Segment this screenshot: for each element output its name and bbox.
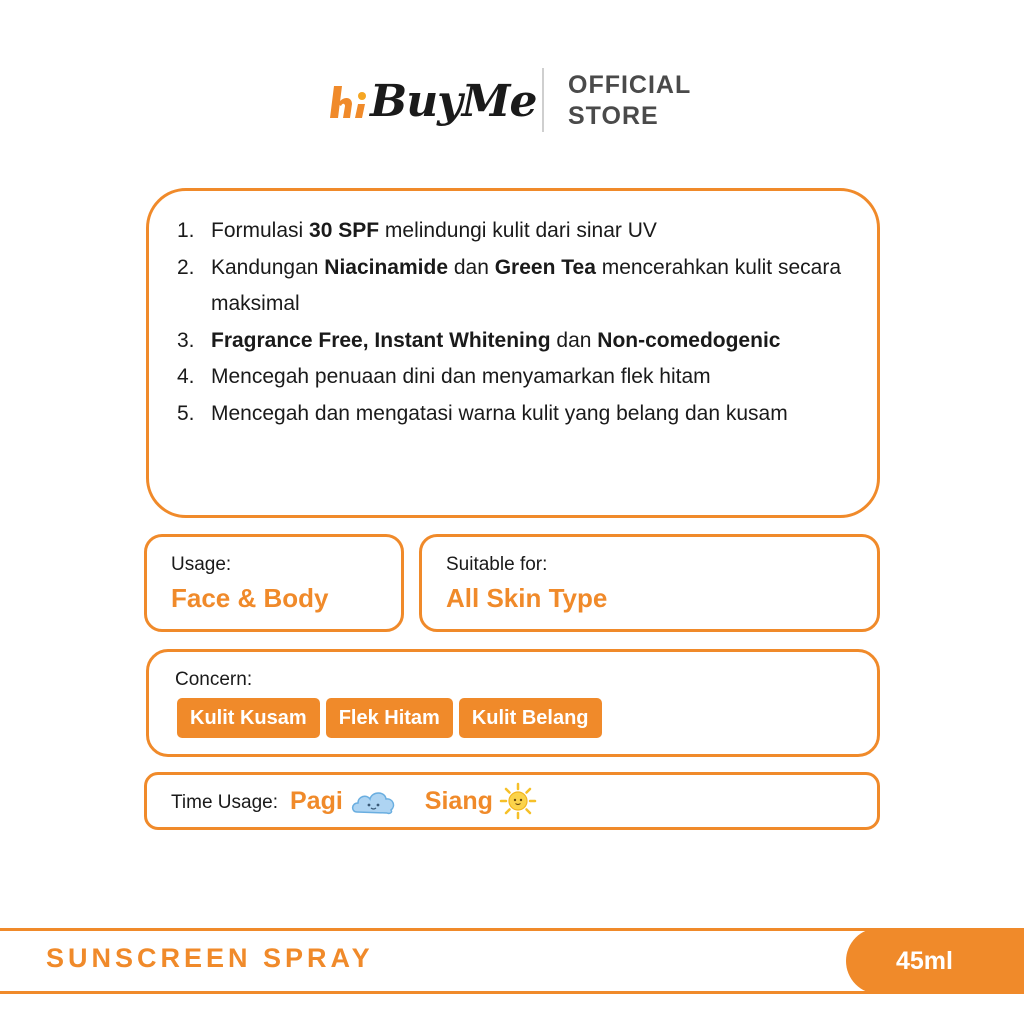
product-size-badge: 45ml [846, 928, 1024, 994]
feature-highlight: Fragrance Free, Instant Whitening [211, 328, 551, 352]
time-morning [290, 786, 399, 816]
feature-number: 5. [177, 401, 195, 425]
concern-chip: Kulit Kusam [177, 698, 320, 738]
suitable-value: All Skin Type [446, 583, 608, 613]
store-line-2: STORE [568, 102, 659, 130]
brand-mark-icon [328, 82, 370, 122]
feature-text-part: Kandungan [211, 255, 325, 279]
feature-text-part: dan [448, 255, 495, 279]
header-divider [542, 68, 544, 132]
suitable-box [419, 534, 880, 632]
time-noon [425, 782, 537, 820]
feature-text-part: Mencegah dan mengatasi warna kulit yang belang dan kusam [211, 401, 788, 425]
feature-item [177, 396, 857, 433]
feature-text-part: mencerahkan kulit secara maksimal [211, 255, 841, 315]
feature-list [177, 213, 857, 432]
feature-number: 2. [177, 255, 195, 279]
feature-text [211, 396, 857, 433]
footer-bar [0, 928, 1024, 994]
concern-box [146, 649, 880, 757]
feature-highlight: Niacinamide [324, 255, 448, 279]
feature-item [177, 213, 857, 250]
brand-name: BuyMe [370, 76, 537, 127]
concern-chip: Flek Hitam [326, 698, 453, 738]
sun-icon [499, 782, 537, 820]
time-noon-label: Siang [424, 786, 493, 815]
feature-number: 3. [177, 328, 195, 352]
feature-text-part: Formulasi [211, 219, 310, 242]
suitable-label: Suitable for: [446, 554, 548, 575]
usage-label: Usage: [171, 554, 232, 575]
feature-text [211, 359, 857, 396]
usage-box [144, 534, 404, 632]
concern-label: Concern: [175, 669, 253, 690]
feature-highlight: Green Tea [494, 255, 596, 279]
feature-item [177, 359, 857, 396]
feature-number: 1. [177, 219, 195, 242]
concern-chips [177, 698, 877, 738]
feature-highlight: Non-comedogenic [597, 328, 781, 352]
feature-text [211, 323, 857, 360]
concern-chip: Kulit Belang [459, 698, 602, 738]
store-line-1: OFFICIAL [568, 71, 692, 99]
header [0, 62, 1024, 138]
usage-value: Face & Body [171, 583, 329, 613]
feature-text [211, 250, 857, 323]
feature-item [177, 323, 857, 360]
feature-item [177, 250, 857, 323]
time-usage-label: Time Usage: [171, 792, 278, 813]
product-name: SUNSCREEN SPRAY [46, 943, 374, 973]
cloud-icon [349, 786, 399, 816]
time-usage-box [144, 772, 880, 830]
feature-number: 4. [177, 365, 195, 388]
time-morning-label: Pagi [290, 786, 343, 815]
feature-text-part: melindungi kulit dari sinar UV [379, 219, 657, 242]
feature-text-part: dan [550, 328, 598, 352]
feature-text [211, 213, 857, 250]
features-box [146, 188, 880, 518]
official-store-label [568, 70, 691, 132]
feature-highlight: 30 SPF [309, 219, 380, 242]
feature-text-part: Mencegah penuaan dini dan menyamarkan flek hitam [211, 365, 711, 388]
